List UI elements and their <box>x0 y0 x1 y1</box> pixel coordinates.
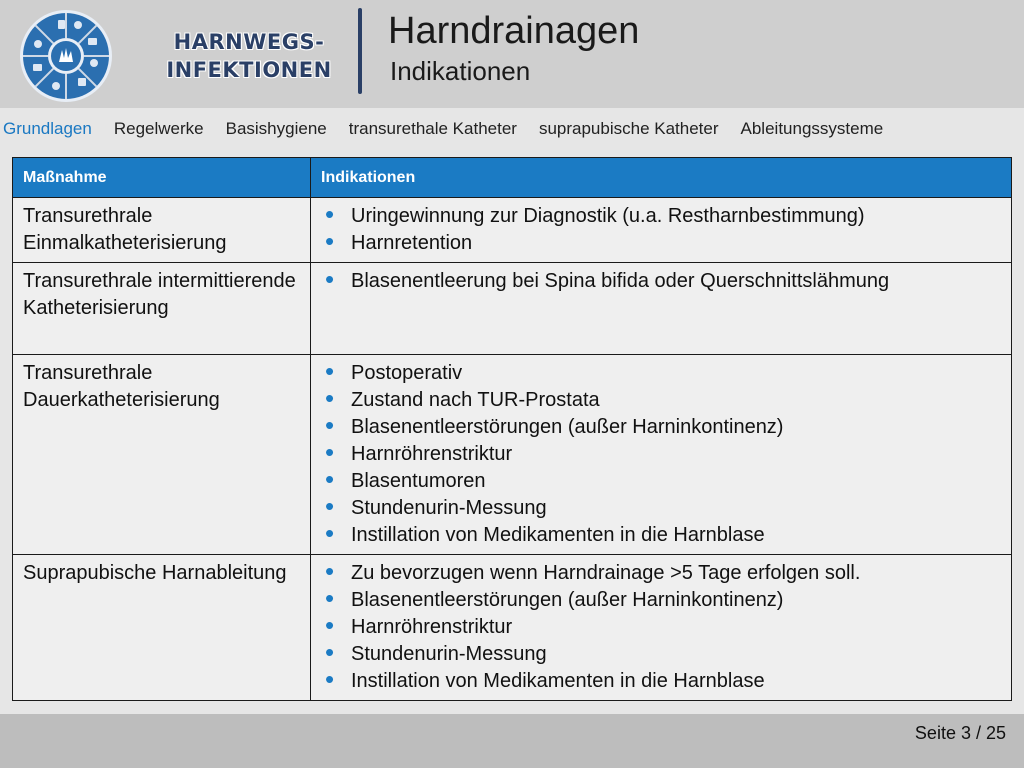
nav-item-ableitungssysteme[interactable]: Ableitungssysteme <box>740 119 884 138</box>
table-row <box>13 355 1012 555</box>
indication-item: • Blasenentleerstörungen (außer Harninkontinenz) <box>321 587 1001 614</box>
column-header-measure: Maßnahme <box>13 158 311 198</box>
indication-item: • Blasenentleerstörungen (außer Harninkontinenz) <box>321 414 1001 441</box>
indication-item: • Blasentumoren <box>321 468 1001 495</box>
header-divider <box>358 8 362 94</box>
indications-cell <box>311 355 1012 555</box>
indications-table <box>12 157 1012 701</box>
page-title: Harndrainagen <box>388 10 640 52</box>
brand-line-2: INFEKTIONEN <box>166 58 332 82</box>
table-header-row <box>13 158 1012 198</box>
nav-item-transurethale-katheter[interactable]: transurethale Katheter <box>348 119 517 138</box>
logo-wheel-icon <box>18 8 114 104</box>
measure-cell: Suprapubische Harnableitung <box>13 555 311 701</box>
nav-item-grundlagen[interactable]: Grundlagen <box>3 119 92 138</box>
brand-line-1: HARNWEGS- <box>173 30 325 54</box>
indications-cell <box>311 555 1012 701</box>
indication-item: • Uringewinnung zur Diagnostik (u.a. Restharnbestimmung) <box>321 203 1001 230</box>
nav-item-regelwerke[interactable]: Regelwerke <box>113 119 204 138</box>
indication-item: • Harnröhrenstriktur <box>321 614 1001 641</box>
table-row <box>13 263 1012 355</box>
footer <box>0 714 1024 768</box>
measure-cell: Transurethrale Einmalkatheterisierung <box>13 198 311 263</box>
table-row <box>13 198 1012 263</box>
indication-item: • Postoperativ <box>321 360 1001 387</box>
indication-item: • Instillation von Medikamenten in die Harnblase <box>321 522 1001 549</box>
nav-item-suprapubische-katheter[interactable]: suprapubische Katheter <box>538 119 719 138</box>
indication-item: • Harnretention <box>321 230 1001 257</box>
nav-item-basishygiene[interactable]: Basishygiene <box>225 119 327 138</box>
column-header-indications: Indikationen <box>311 158 1012 198</box>
indication-item: • Stundenurin-Messung <box>321 495 1001 522</box>
page-number: Seite 3 / 25 <box>914 723 1006 743</box>
indication-item: • Instillation von Medikamenten in die Harnblase <box>321 668 1001 695</box>
section-nav <box>0 112 1024 146</box>
indication-item: • Harnröhrenstriktur <box>321 441 1001 468</box>
indications-cell <box>311 263 1012 355</box>
indication-item: • Stundenurin-Messung <box>321 641 1001 668</box>
indications-cell <box>311 198 1012 263</box>
measure-cell: Transurethrale Dauerkatheterisierung <box>13 355 311 555</box>
brand-title <box>160 28 338 84</box>
indication-item: • Zustand nach TUR-Prostata <box>321 387 1001 414</box>
measure-cell: Transurethrale intermittierende Katheterisierung <box>13 263 311 355</box>
table-row <box>13 555 1012 701</box>
indication-item: • Blasenentleerung bei Spina bifida oder Querschnittslähmung <box>321 268 1001 295</box>
indication-item: • Zu bevorzugen wenn Harndrainage >5 Tage erfolgen soll. <box>321 560 1001 587</box>
page-subtitle: Indikationen <box>390 56 531 86</box>
header <box>0 0 1024 108</box>
